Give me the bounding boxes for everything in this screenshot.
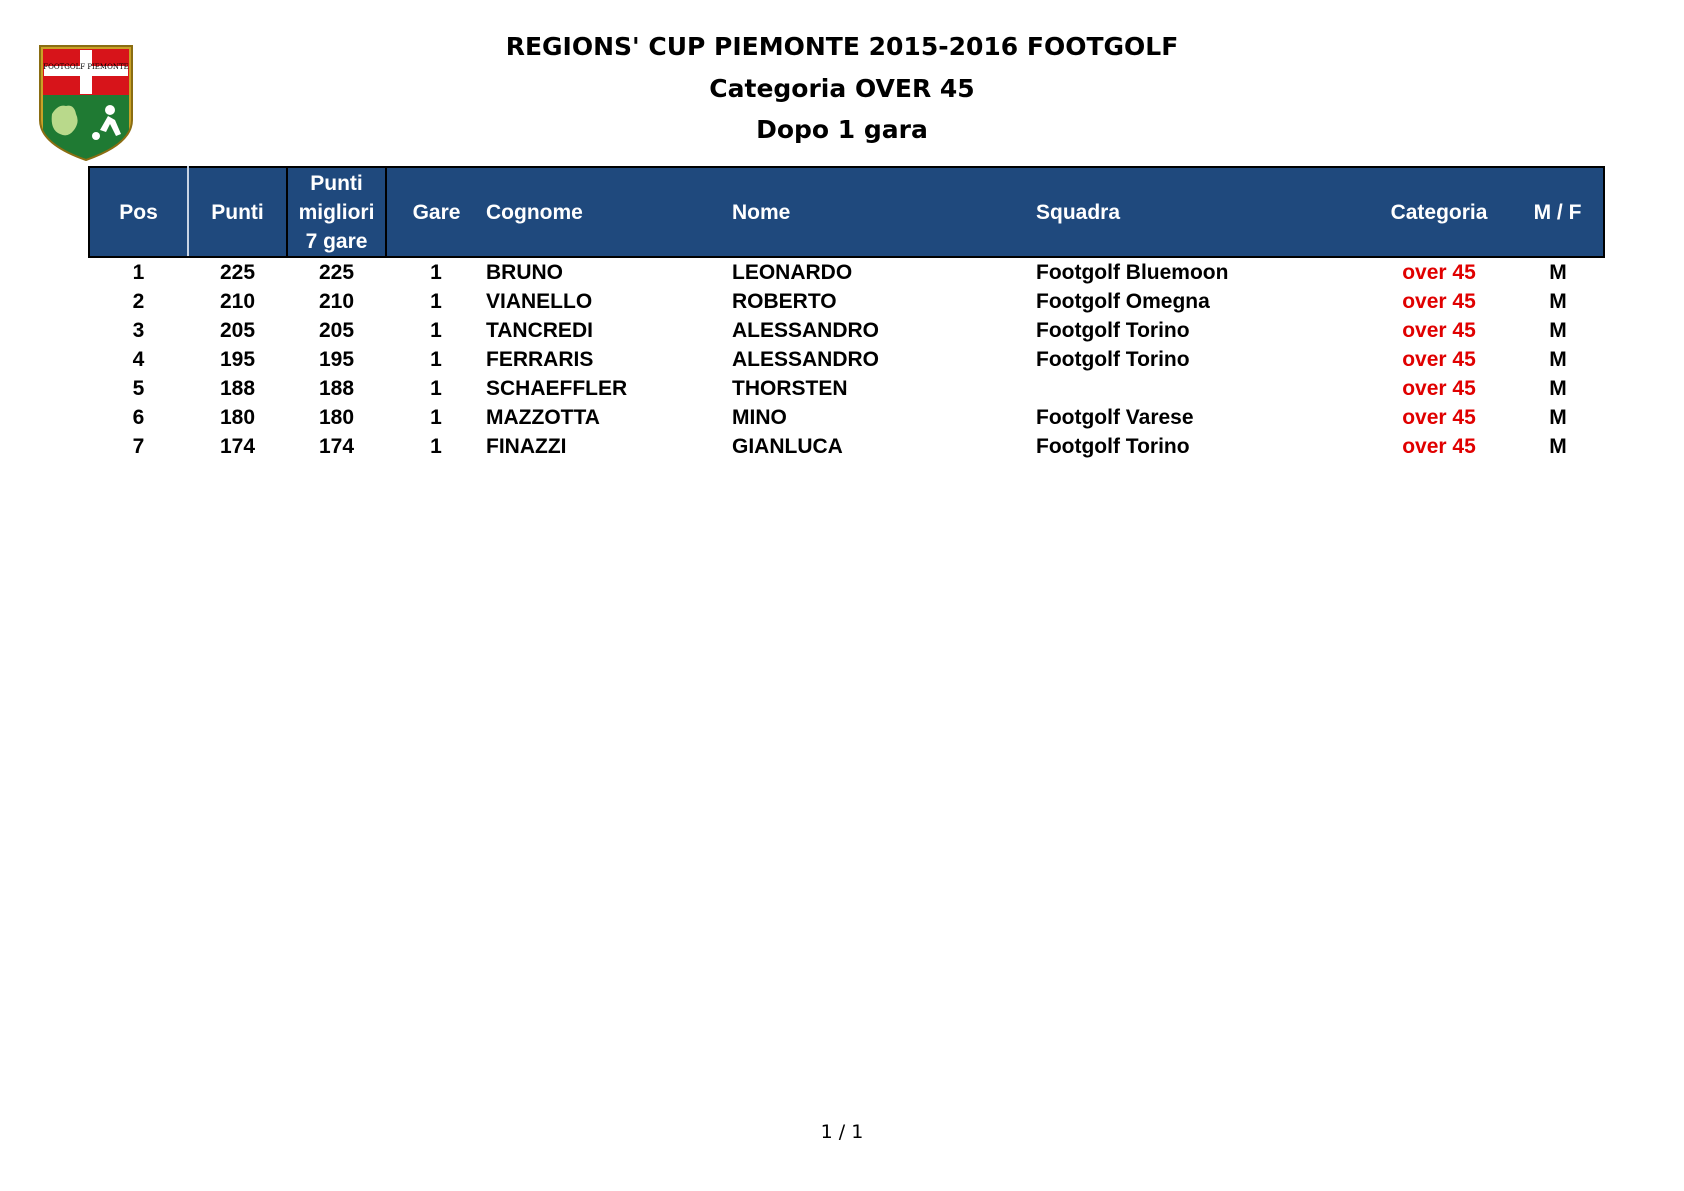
header-row [89, 167, 1604, 257]
header-punti-migliori [287, 167, 386, 257]
cell-cognome: MAZZOTTA [486, 406, 600, 429]
cell-categoria: over 45 [1402, 319, 1476, 342]
table-row [89, 432, 1604, 461]
cell-punti: 174 [219, 435, 256, 458]
cell-punti-migliori: 205 [318, 319, 355, 342]
cell-pos: 5 [132, 377, 145, 400]
cell-cognome: FERRARIS [486, 348, 594, 371]
cell-mf: M [1549, 348, 1567, 371]
category-subtitle: Categoria OVER 45 [709, 74, 975, 103]
cell-nome: ALESSANDRO [732, 348, 880, 371]
header-punti: Punti [188, 167, 287, 257]
cell-pos: 4 [132, 348, 145, 371]
cell-punti-migliori: 210 [318, 290, 355, 313]
svg-text:FOOTGOLF PIEMONTE: FOOTGOLF PIEMONTE [43, 63, 129, 71]
cell-punti: 180 [219, 406, 256, 429]
header-punti-migliori-line3: 7 gare [305, 229, 368, 253]
cell-gare: 1 [430, 319, 442, 342]
cell-gare: 1 [430, 435, 442, 458]
cell-gare: 1 [430, 377, 442, 400]
header-gare: Gare [386, 167, 486, 257]
table-header [89, 167, 1604, 257]
cell-squadra: Footgolf Torino [1036, 348, 1190, 371]
cell-gare: 1 [430, 406, 442, 429]
cell-cognome: FINAZZI [486, 435, 567, 458]
cell-squadra: Footgolf Torino [1036, 319, 1190, 342]
cell-pos: 6 [132, 406, 145, 429]
cell-categoria: over 45 [1402, 290, 1476, 313]
cell-mf: M [1549, 319, 1567, 342]
table-body [89, 257, 1604, 461]
table-row [89, 257, 1604, 287]
cell-pos: 2 [132, 290, 145, 313]
cell-squadra: Footgolf Bluemoon [1036, 261, 1229, 284]
table-row [89, 316, 1604, 345]
cell-categoria: over 45 [1402, 406, 1476, 429]
cell-nome: MINO [732, 406, 787, 429]
standings-table [88, 166, 1605, 461]
cell-cognome: BRUNO [486, 261, 563, 284]
cell-squadra: Footgolf Varese [1036, 406, 1194, 429]
cell-punti: 205 [219, 319, 256, 342]
cell-categoria: over 45 [1402, 261, 1476, 284]
header-punti-migliori-line2: migliori [298, 200, 375, 224]
cell-punti-migliori: 180 [318, 406, 355, 429]
cell-categoria: over 45 [1402, 348, 1476, 371]
cell-mf: M [1549, 406, 1567, 429]
cell-mf: M [1549, 261, 1567, 284]
cell-squadra: Footgolf Torino [1036, 435, 1190, 458]
cell-categoria: over 45 [1402, 377, 1476, 400]
cell-cognome: SCHAEFFLER [486, 377, 628, 400]
header-squadra: Squadra [1036, 167, 1366, 257]
header-categoria: Categoria [1366, 167, 1512, 257]
header-pos: Pos [89, 167, 188, 257]
cell-punti: 225 [219, 261, 256, 284]
table-row [89, 287, 1604, 316]
table-row [89, 345, 1604, 374]
cell-punti-migliori: 174 [318, 435, 355, 458]
document-title: REGIONS' CUP PIEMONTE 2015-2016 FOOTGOLF [505, 32, 1179, 61]
cell-gare: 1 [430, 290, 442, 313]
cell-squadra: Footgolf Omegna [1036, 290, 1210, 313]
cell-punti: 188 [219, 377, 256, 400]
cell-nome: THORSTEN [732, 377, 848, 400]
cell-pos: 3 [132, 319, 145, 342]
header-mf: M / F [1512, 167, 1604, 257]
cell-nome: ALESSANDRO [732, 319, 880, 342]
cell-mf: M [1549, 290, 1567, 313]
cell-nome: ROBERTO [732, 290, 837, 313]
cell-mf: M [1549, 377, 1567, 400]
table-row [89, 374, 1604, 403]
cell-gare: 1 [430, 348, 442, 371]
cell-punti: 210 [219, 290, 256, 313]
race-count-subheading: Dopo 1 gara [756, 115, 928, 144]
cell-pos: 7 [132, 435, 145, 458]
header-cognome: Cognome [486, 167, 732, 257]
cell-squadra [1036, 374, 1366, 403]
cell-pos: 1 [132, 261, 145, 284]
header-nome: Nome [732, 167, 1036, 257]
cell-punti-migliori: 188 [318, 377, 355, 400]
header-punti-migliori-line1: Punti [310, 171, 363, 195]
cell-punti-migliori: 195 [318, 348, 355, 371]
cell-punti-migliori: 225 [318, 261, 355, 284]
cell-punti: 195 [219, 348, 256, 371]
cell-nome: GIANLUCA [732, 435, 843, 458]
table-row [89, 403, 1604, 432]
page-number: 1 / 1 [820, 1121, 864, 1143]
cell-categoria: over 45 [1402, 435, 1476, 458]
cell-cognome: VIANELLO [486, 290, 593, 313]
cell-cognome: TANCREDI [486, 319, 593, 342]
cell-gare: 1 [430, 261, 442, 284]
cell-nome: LEONARDO [732, 261, 853, 284]
cell-mf: M [1549, 435, 1567, 458]
